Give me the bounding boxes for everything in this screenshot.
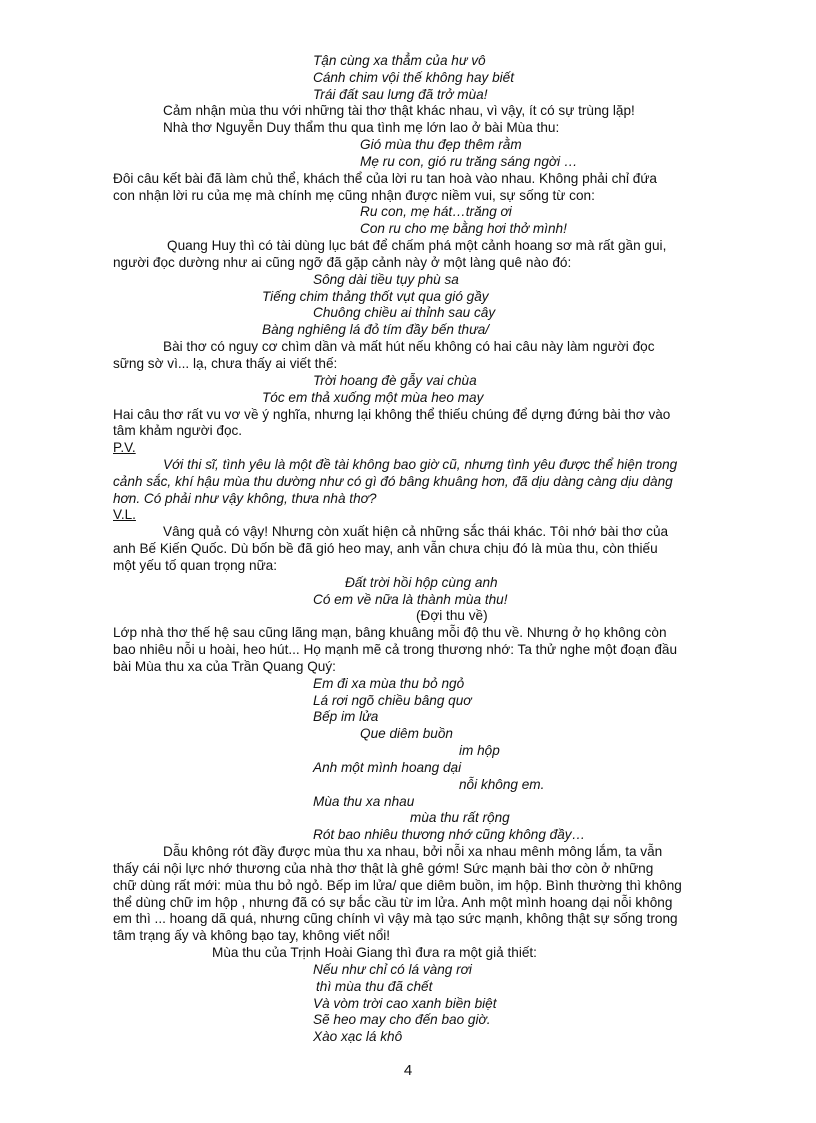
poem-line: Bàng nghiêng lá đỏ tím đầy bến thưa/ (262, 322, 490, 337)
question-line: Với thi sĩ, tình yêu là một đề tài không bao giờ cũ, nhưng tình yêu được thể hiện trong (163, 457, 678, 472)
poem-line: Cánh chim vội thế không hay biết (313, 70, 515, 85)
speaker-label: P.V. (113, 440, 136, 455)
text-line: con nhận lời ru của mẹ mà chính mẹ cũng nhận được niềm vui, sự sống từ con: (113, 188, 595, 203)
text-line: anh Bế Kiến Quốc. Dù bốn bề đã gió heo may, anh vẫn chưa chịu đó là mùa thu, còn thiếu (113, 541, 658, 556)
poem-line: thì mùa thu đã chết (316, 979, 433, 994)
text-line: Đôi câu kết bài đã làm chủ thể, khách thể của lời ru tan hoà vào nhau. Không phải chỉ đứa (113, 171, 657, 186)
poem-line: Que diêm buồn (360, 726, 453, 741)
poem-line: Gió mùa thu đẹp thêm rằm (360, 137, 522, 152)
poem-line: Em đi xa mùa thu bỏ ngỏ (313, 676, 465, 691)
poem-line: Tiếng chim thảng thốt vụt qua gió gầy (262, 289, 489, 304)
poem-line: Con ru cho mẹ bằng hơi thở mình! (360, 221, 567, 236)
poem-line: Tận cùng xa thẳm của hư vô (313, 53, 486, 68)
poem-title: (Đợi thu về) (416, 608, 488, 623)
text-line: thể dùng chữ im hộp , nhưng đã có sự bắc cầu từ im lửa. Anh một mình hoang dại nỗi không (113, 895, 673, 910)
poem-line: Trái đất sau lưng đã trở mùa! (313, 87, 488, 102)
text-line: Vâng quả có vậy! Nhưng còn xuất hiện cả những sắc thái khác. Tôi nhớ bài thơ của (163, 524, 669, 539)
poem-line: Mùa thu xa nhau (313, 794, 415, 809)
text-line: em thì ... hoang dã quá, nhưng cũng chính vì vậy mà tạo sức mạnh, không thật sự sống trong (113, 911, 678, 926)
text-line: Quang Huy thì có tài dùng lục bát để chấm phá một cảnh hoang sơ mà rất gần gui, (167, 238, 667, 253)
poem-line: Anh một mình hoang dại (313, 760, 462, 775)
text-line: Cảm nhận mùa thu với những tài thơ thật khác nhau, vì vậy, ít có sự trùng lặp! (163, 103, 635, 118)
poem-line: im hộp (459, 743, 500, 758)
text-line: Dẫu không rót đầy được mùa thu xa nhau, bởi nỗi xa nhau mênh mông lắm, ta vẫn (163, 844, 663, 859)
poem-line: Đất trời hồi hộp cùng anh (345, 575, 498, 590)
poem-line: Và vòm trời cao xanh biền biệt (313, 996, 497, 1011)
text-line: Hai câu thơ rất vu vơ về ý nghĩa, nhưng lại không thể thiếu chúng để dựng đứng bài thơ vào (113, 407, 671, 422)
text-line: Lớp nhà thơ thế hệ sau cũng lãng mạn, bâng khuâng mỗi độ thu về. Nhưng ở họ không còn (113, 625, 667, 640)
question-line: cảnh sắc, khí hậu mùa thu dường như có gì đó bâng khuâng hơn, đã dịu dàng càng dịu dàng (113, 474, 673, 489)
speaker-label: V.L. (113, 507, 136, 522)
text-line: sững sờ vì... lạ, chưa thấy ai viết thế: (113, 356, 338, 371)
poem-line: Rót bao nhiêu thương nhớ cũng không đầy… (313, 827, 586, 842)
poem-line: Lá rơi ngõ chiều bâng quơ (313, 693, 472, 708)
poem-line: Nếu như chỉ có lá vàng rơi (313, 962, 472, 977)
poem-line: Bếp im lửa (313, 709, 379, 724)
poem-line: Chuông chiều ai thỉnh sau cây (313, 305, 496, 320)
text-line: người đọc dường như ai cũng ngỡ đã gặp cảnh này ở một làng quê nào đó: (113, 255, 572, 270)
question-line: hơn. Có phải như vậy không, thưa nhà thơ? (113, 491, 377, 506)
poem-line: Tóc em thả xuống một mùa heo may (262, 390, 484, 405)
text-line: tâm khảm người đọc. (113, 423, 243, 438)
poem-line: Có em về nữa là thành mùa thu! (313, 592, 508, 607)
text-line: một yếu tố quan trọng nữa: (113, 558, 278, 573)
poem-line: Sông dài tiều tụy phù sa (313, 272, 459, 287)
text-line: chữ dùng rất mới: mùa thu bỏ ngỏ. Bếp im lửa/ que diêm buồn, im hộp. Bình thường thì không (113, 878, 682, 893)
poem-line: mùa thu rất rộng (410, 810, 510, 825)
poem-line: Ru con, mẹ hát…trăng ơi (360, 204, 512, 219)
poem-line: Mẹ ru con, gió ru trăng sáng ngời … (360, 154, 578, 169)
text-line: thấy cái nội lực nhớ thương của nhà thơ thật là ghê gớm! Sức mạnh bài thơ còn ở những (113, 861, 654, 876)
text-line: tâm trạng ấy và không bạo tay, không viết nổi! (113, 928, 391, 943)
page-number: 4 (403, 1062, 413, 1079)
poem-line: Sẽ heo may cho đến bao giờ. (313, 1012, 491, 1027)
text-line: bài Mùa thu xa của Trần Quang Quý: (113, 659, 336, 674)
poem-line: nỗi không em. (459, 777, 545, 792)
text-line: Bài thơ có nguy cơ chìm dần và mất hút nếu không có hai câu này làm người đọc (163, 339, 655, 354)
text-line: Nhà thơ Nguyễn Duy thẩm thu qua tình mẹ lớn lao ở bài Mùa thu: (163, 120, 560, 135)
poem-line: Xào xạc lá khô (313, 1029, 403, 1044)
text-line: Mùa thu của Trịnh Hoài Giang thì đưa ra một giả thiết: (212, 945, 537, 960)
text-line: bao nhiêu nỗi u hoài, heo hút... Họ mạnh mẽ cả trong thương nhớ: Ta thử nghe một đoạn đầu (113, 642, 678, 657)
poem-line: Trời hoang đè gẫy vai chùa (313, 373, 477, 388)
